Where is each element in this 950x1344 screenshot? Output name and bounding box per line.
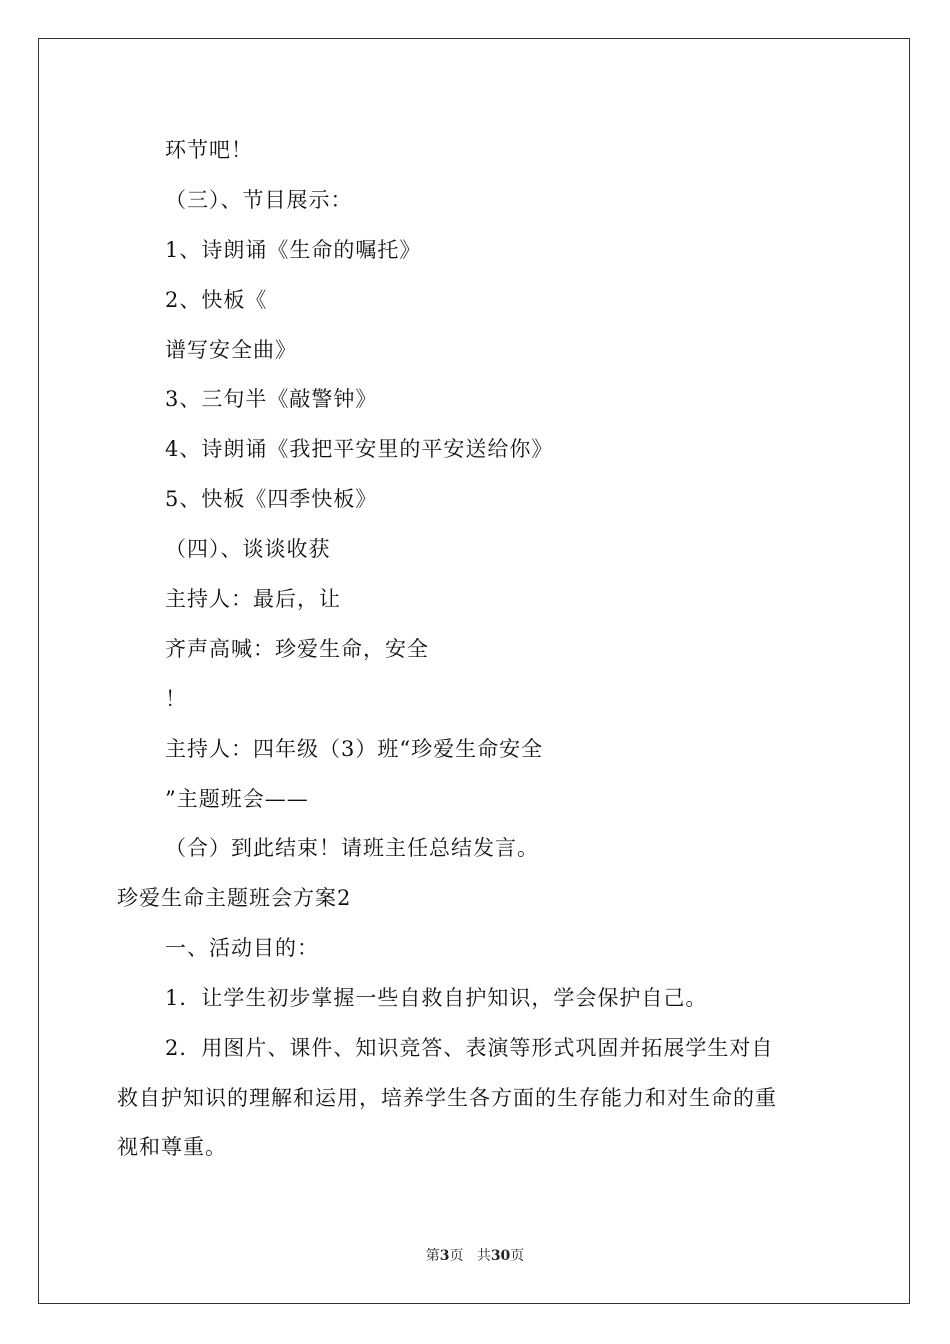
footer-page-number: 3 (439, 1248, 450, 1264)
text-line-21: 视和尊重。 (117, 1135, 227, 1159)
text-line-9: （四）、谈谈收获 (165, 537, 331, 561)
text-line-7: 4、诗朗诵《我把平安里的平安送给你》 (165, 437, 554, 461)
page-footer (0, 1247, 950, 1265)
text-line-8: 5、快板《四季快板》 (165, 487, 378, 511)
page-border (38, 38, 910, 1304)
text-line-2: （三）、节目展示： (165, 188, 353, 212)
text-line-19: 2．用图片、课件、知识竞答、表演等形式巩固并拓展学生对自 (165, 1036, 774, 1060)
footer-total-prefix: 共 (476, 1248, 491, 1264)
text-line-1: 环节吧！ (165, 138, 253, 162)
text-line-14: ”主题班会—— (165, 787, 309, 811)
text-line-18: 1．让学生初步掌握一些自救自护知识，学会保护自己。 (165, 986, 708, 1010)
text-line-20: 救自护知识的理解和运用，培养学生各方面的生存能力和对生命的重 (117, 1086, 777, 1110)
text-line-17: 一、活动目的： (165, 936, 319, 960)
text-line-15: （合）到此结束！请班主任总结发言。 (165, 836, 539, 860)
section-heading: 珍爱生命主题班会方案2 (117, 886, 352, 910)
text-line-6: 3、三句半《敲警钟》 (165, 387, 378, 411)
text-line-12: ！ (165, 687, 187, 711)
footer-total-pages: 30 (490, 1248, 511, 1264)
text-line-3: 1、诗朗诵《生命的嘱托》 (165, 238, 422, 262)
text-line-13: 主持人：四年级（3）班“珍爱生命安全 (165, 737, 544, 761)
footer-prefix: 第 (425, 1248, 440, 1264)
footer-total-unit: 页 (510, 1248, 525, 1264)
text-line-10: 主持人：最后，让 (165, 587, 341, 611)
text-line-5: 谱写安全曲》 (165, 338, 297, 362)
footer-page-unit: 页 (449, 1248, 464, 1264)
text-line-11: 齐声高喊：珍爱生命，安全 (165, 637, 429, 661)
text-line-4: 2、快板《 (165, 288, 268, 312)
